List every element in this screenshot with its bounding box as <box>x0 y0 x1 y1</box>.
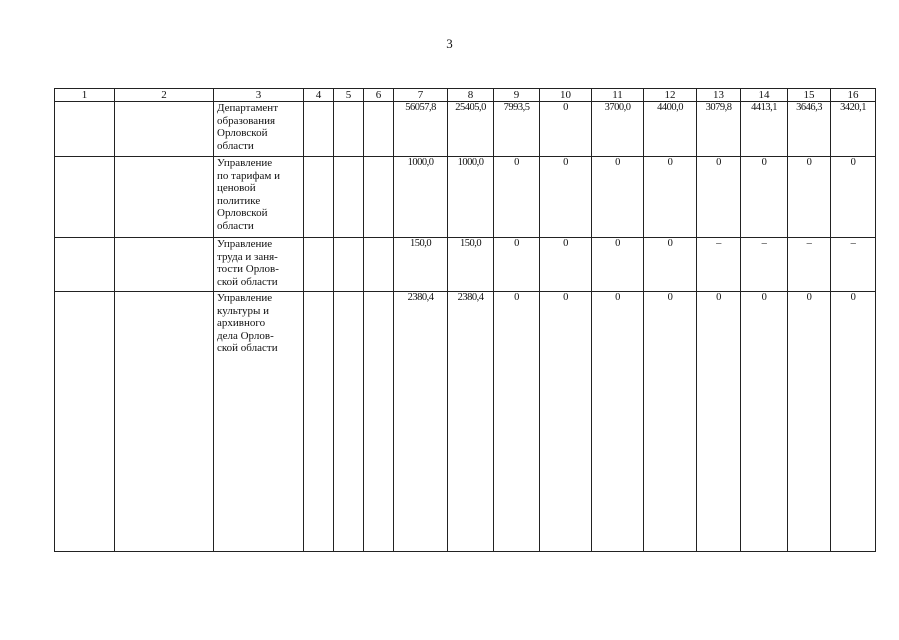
column-header-15: 15 <box>788 89 831 102</box>
value-cell: 0 <box>831 157 876 238</box>
empty-cell <box>334 238 364 292</box>
organization-line: Управление <box>217 157 273 169</box>
value-cell: 2380,4 <box>394 292 448 552</box>
empty-cell <box>304 238 334 292</box>
column-header-13: 13 <box>697 89 741 102</box>
value-cell: 0 <box>540 238 592 292</box>
column-header-1: 1 <box>55 89 115 102</box>
organization-line: Управление <box>217 238 273 250</box>
column-header-9: 9 <box>494 89 540 102</box>
value-cell: 0 <box>788 157 831 238</box>
value-cell: – <box>788 238 831 292</box>
value-cell: 0 <box>592 238 644 292</box>
column-header-14: 14 <box>741 89 788 102</box>
value-cell: 3646,3 <box>788 102 831 157</box>
empty-cell <box>364 157 394 238</box>
value-cell: 7993,5 <box>494 102 540 157</box>
empty-cell <box>364 292 394 552</box>
table-row <box>55 292 876 552</box>
organization-line: образования <box>217 114 276 127</box>
column-header-6: 6 <box>364 89 394 102</box>
value-cell: 0 <box>540 292 592 552</box>
header-row <box>55 89 876 102</box>
column-header-2: 2 <box>115 89 214 102</box>
value-cell: 0 <box>592 157 644 238</box>
value-cell: 1000,0 <box>448 157 494 238</box>
column-header-11: 11 <box>592 89 644 102</box>
empty-cell <box>304 292 334 552</box>
value-cell: 150,0 <box>394 238 448 292</box>
empty-cell <box>55 238 115 292</box>
value-cell: 25405,0 <box>448 102 494 157</box>
empty-cell <box>55 102 115 157</box>
empty-cell <box>55 292 115 552</box>
organization-line: архивного <box>217 317 266 330</box>
value-cell: 0 <box>592 292 644 552</box>
organization-line: по тарифам и <box>217 169 280 182</box>
value-cell: 0 <box>741 157 788 238</box>
empty-cell <box>115 238 214 292</box>
value-cell: 4400,0 <box>644 102 697 157</box>
empty-cell <box>115 157 214 238</box>
value-cell: 4413,1 <box>741 102 788 157</box>
empty-cell <box>334 157 364 238</box>
column-header-8: 8 <box>448 89 494 102</box>
column-header-3: 3 <box>214 89 304 102</box>
organization-line: труда и заня- <box>217 250 278 263</box>
organization-line: Орловской <box>217 127 268 140</box>
value-cell: 0 <box>494 238 540 292</box>
value-cell: – <box>831 238 876 292</box>
table-row <box>55 102 876 157</box>
organization-line: ценовой <box>217 182 256 195</box>
value-cell: 0 <box>697 292 741 552</box>
organization-cell <box>214 102 304 157</box>
value-cell: 0 <box>644 292 697 552</box>
value-cell: 0 <box>494 292 540 552</box>
organization-cell <box>214 157 304 238</box>
empty-cell <box>364 102 394 157</box>
organization-line: культуры и <box>217 304 269 317</box>
value-cell: – <box>741 238 788 292</box>
value-cell: 2380,4 <box>448 292 494 552</box>
empty-cell <box>115 292 214 552</box>
column-header-4: 4 <box>304 89 334 102</box>
value-cell: 1000,0 <box>394 157 448 238</box>
organization-line: области <box>217 139 254 152</box>
value-cell: 0 <box>831 292 876 552</box>
column-header-5: 5 <box>334 89 364 102</box>
organization-line: политике <box>217 194 261 207</box>
organization-line: Управление <box>217 292 273 304</box>
value-cell: 150,0 <box>448 238 494 292</box>
value-cell: 0 <box>741 292 788 552</box>
value-cell: 0 <box>644 238 697 292</box>
organization-line: Орловской <box>217 207 268 220</box>
organization-cell <box>214 292 304 552</box>
value-cell: 0 <box>697 157 741 238</box>
organization-line: ской области <box>217 275 278 288</box>
organization-line: области <box>217 219 254 232</box>
budget-table <box>54 88 876 552</box>
empty-cell <box>55 157 115 238</box>
empty-cell <box>304 157 334 238</box>
value-cell: – <box>697 238 741 292</box>
value-cell: 3700,0 <box>592 102 644 157</box>
column-header-10: 10 <box>540 89 592 102</box>
empty-cell <box>334 102 364 157</box>
empty-cell <box>115 102 214 157</box>
column-header-7: 7 <box>394 89 448 102</box>
empty-cell <box>364 238 394 292</box>
column-header-16: 16 <box>831 89 876 102</box>
value-cell: 56057,8 <box>394 102 448 157</box>
table-row <box>55 157 876 238</box>
value-cell: 0 <box>644 157 697 238</box>
empty-cell <box>304 102 334 157</box>
empty-cell <box>334 292 364 552</box>
value-cell: 0 <box>540 102 592 157</box>
organization-line: тости Орлов- <box>217 263 279 276</box>
page-number: 3 <box>446 36 453 51</box>
column-header-12: 12 <box>644 89 697 102</box>
value-cell: 0 <box>494 157 540 238</box>
organization-line: Департамент <box>217 102 279 114</box>
value-cell: 3420,1 <box>831 102 876 157</box>
table-row <box>55 238 876 292</box>
organization-line: дела Орлов- <box>217 329 274 342</box>
organization-cell <box>214 238 304 292</box>
value-cell: 3079,8 <box>697 102 741 157</box>
value-cell: 0 <box>540 157 592 238</box>
organization-line: ской области <box>217 342 278 355</box>
value-cell: 0 <box>788 292 831 552</box>
